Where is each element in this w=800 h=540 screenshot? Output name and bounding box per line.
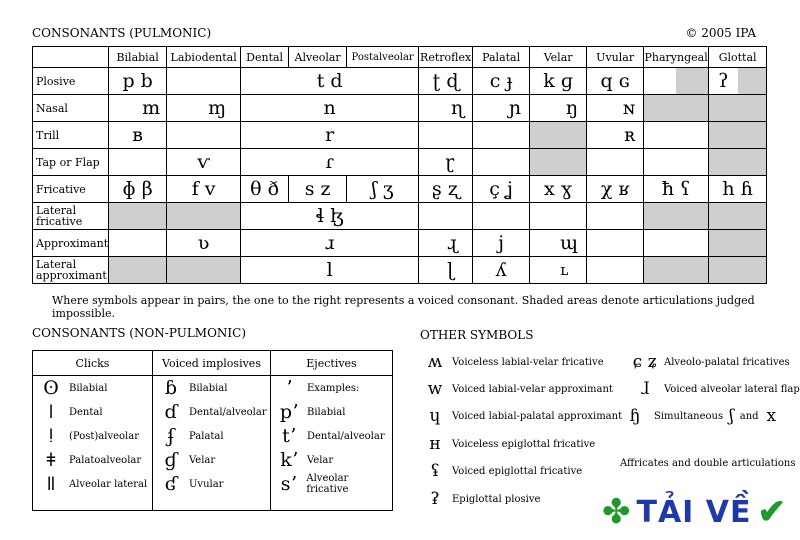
click-glyph: ǃ [48,425,54,447]
approx-palatal: j [473,230,530,257]
implosive-glyph: ʄ [167,425,175,447]
row-lateral-approximant: Lateral approximant [33,257,109,284]
header-clicks: Clicks [33,351,153,376]
fric-pharyngeal: ħ ʕ [644,176,709,203]
header-ejectives: Ejectives [271,351,393,376]
row-lateral-fricative: Lateral fricative [33,203,109,230]
other-label: Epiglottal plosive [452,493,541,505]
fric-dental: θ ð [241,176,289,203]
plosive-bilabial: p b [109,68,167,95]
nonpulmonic-table [32,350,393,511]
fric-labiodental: f v [167,176,241,203]
implosive-glyph: ʛ [164,473,178,495]
nasal-alveolar: n [241,95,419,122]
list-item [33,448,152,472]
col-labiodental: Labiodental [167,47,241,68]
col-pharyngeal: Pharyngeal [644,47,709,68]
row-trill: Trill [33,122,109,149]
nasal-uvular: ɴ [587,95,644,122]
plosive-alveolar: t d [241,68,419,95]
col-postalveolar: Postalveolar [347,47,419,68]
list-item [418,434,595,454]
list-item [271,400,392,424]
col-glottal: Glottal [709,47,767,68]
list-item [418,461,582,481]
fric-uvular: χ ʁ [587,176,644,203]
click-label: (Post)alveolar [69,430,139,442]
other-label: Voiced labial-velar approximant [452,383,613,395]
fric-retroflex: ʂ ʐ [419,176,473,203]
glottal-stop: ʔ [718,70,729,92]
pulmonic-footnote: Where symbols appear in pairs, the one to the right represents a voiced consonant. Shaded areas denote articulations judged impossible. [52,294,755,320]
nasal-bilabial: m [109,95,167,122]
implosive-label: Uvular [189,478,224,490]
fric-glottal: h ɦ [709,176,767,203]
list-item [418,406,622,426]
simultaneous-x: x [766,406,777,426]
plosive-glottal [709,68,767,95]
other-label: Voiced epiglottal fricative [452,465,583,477]
ejective-label: Alveolar fricative [306,473,349,495]
header-implosives: Voiced implosives [153,351,271,376]
download-watermark[interactable] [602,492,786,532]
list-item [271,424,392,448]
latapprox-palatal: ʎ [473,257,530,284]
list-item [626,379,800,399]
nasal-retroflex: ɳ [419,95,473,122]
trill-uvular: ʀ [587,122,644,149]
ejective-glyph: kʼ [280,449,298,471]
approx-labiodental: ʋ [167,230,241,257]
latapprox-retroflex: ɭ [419,257,473,284]
row-fricative: Fricative [33,176,109,203]
click-glyph: ǁ [46,473,56,495]
col-alveolar: Alveolar [289,47,347,68]
list-item [153,376,270,400]
list-item [418,489,540,509]
other-glyph: ʜ [429,434,441,454]
ejective-glyph: tʼ [282,425,296,447]
clover-icon: ✤ [602,492,631,532]
latapprox-alveolar: l [241,257,419,284]
implosive-label: Palatal [189,430,224,442]
implosive-glyph: ɓ [164,377,178,399]
list-item [33,376,152,400]
implosive-label: Dental/alveolar [189,406,267,418]
nasal-labiodental: ɱ [167,95,241,122]
other-label: Alveolo-palatal fricatives [664,356,790,368]
implosive-glyph: ɠ [164,449,178,471]
other-glyph: ʡ [430,489,440,509]
plosive-palatal: c ɟ [473,68,530,95]
other-label: Simultaneous [654,410,724,422]
other-glyph: ɺ [640,379,650,399]
list-item [418,379,613,399]
other-symbols-title: OTHER SYMBOLS [420,328,534,342]
pulmonic-title: CONSONANTS (PULMONIC) [32,26,212,40]
col-palatal: Palatal [473,47,530,68]
col-uvular: Uvular [587,47,644,68]
ejective-glyph: sʼ [280,473,297,495]
download-text: TẢI VỀ [636,494,752,530]
latfric-alveolar: ɬ ɮ [241,203,419,230]
list-item [33,472,152,496]
list-item [153,400,270,424]
click-label: Alveolar lateral [69,478,148,490]
click-label: Palatoalveolar [69,454,142,466]
col-bilabial: Bilabial [109,47,167,68]
list-item [271,448,392,472]
simultaneous-sh: ʃ [729,406,734,426]
simultaneous-and: and [739,410,759,422]
other-label: Voiceless epiglottal fricative [452,438,596,450]
col-dental: Dental [241,47,289,68]
approx-velar: ɰ [530,230,587,257]
copyright: © 2005 IPA [685,26,756,40]
list-item [271,376,392,400]
other-glyph: ɥ [429,406,441,426]
other-label: Voiceless labial-velar fricative [452,356,604,368]
clicks-column [33,376,153,511]
fric-bilabial: ɸ β [109,176,167,203]
tap-alveolar: ɾ [241,149,419,176]
nonpulmonic-title: CONSONANTS (NON-PULMONIC) [32,326,247,340]
list-item [153,424,270,448]
other-glyph: ʍ [427,352,443,372]
other-glyph: ʢ [430,461,440,481]
list-item [616,406,776,426]
trill-bilabial: ʙ [109,122,167,149]
fric-alveolar: s z [289,176,347,203]
ejective-label: Dental/alveolar [307,430,385,442]
ejective-label: Velar [307,454,334,466]
nasal-velar: ŋ [530,95,587,122]
checkmark-icon: ✔ [757,492,786,532]
approx-retroflex: ɻ [419,230,473,257]
implosives-column [153,376,271,511]
other-label: Voiced labial-palatal approximant [452,410,623,422]
click-glyph: ǂ [46,449,56,471]
implosive-glyph: ɗ [164,401,178,423]
other-glyph: w [427,379,443,399]
fric-palatal: ç ʝ [473,176,530,203]
row-nasal: Nasal [33,95,109,122]
ejective-glyph: pʼ [279,401,299,423]
click-label: Dental [69,406,103,418]
list-item [418,352,604,372]
col-velar: Velar [530,47,587,68]
approx-alveolar: ɹ [241,230,419,257]
tap-retroflex: ɽ [419,149,473,176]
list-item [271,472,392,496]
click-glyph: ǀ [48,401,54,423]
pulmonic-table [32,46,767,284]
trill-alveolar: r [241,122,419,149]
corner-cell [33,47,109,68]
implosive-label: Bilabial [189,382,228,394]
ejective-glyph: ʼ [285,377,293,399]
ejectives-column [271,376,393,511]
click-glyph: ʘ [43,377,59,399]
plosive-retroflex: ʈ ɖ [419,68,473,95]
row-tap: Tap or Flap [33,149,109,176]
click-label: Bilabial [69,382,108,394]
list-item [33,400,152,424]
latapprox-velar: ʟ [530,257,587,284]
other-label: Voiced alveolar lateral flap [664,383,800,395]
plosive-uvular: q ɢ [587,68,644,95]
list-item [153,448,270,472]
list-item [626,352,790,372]
col-retroflex: Retroflex [419,47,473,68]
ejective-label: Examples: [307,382,360,394]
ejective-label: Bilabial [307,406,346,418]
affricates-caption: Affricates and double articulations [620,458,796,469]
list-item [153,472,270,496]
row-approximant: Approximant [33,230,109,257]
plosive-pharyngeal [644,68,709,95]
list-item [33,424,152,448]
nasal-palatal: ɲ [473,95,530,122]
fric-postalveolar: ʃ ʒ [347,176,419,203]
implosive-label: Velar [189,454,216,466]
other-glyph: ɧ [629,406,641,426]
tap-labiodental: ⱱ [167,149,241,176]
fric-velar: x ɣ [530,176,587,203]
plosive-velar: k ɡ [530,68,587,95]
row-plosive: Plosive [33,68,109,95]
other-glyph: ɕ ʑ [632,352,658,372]
